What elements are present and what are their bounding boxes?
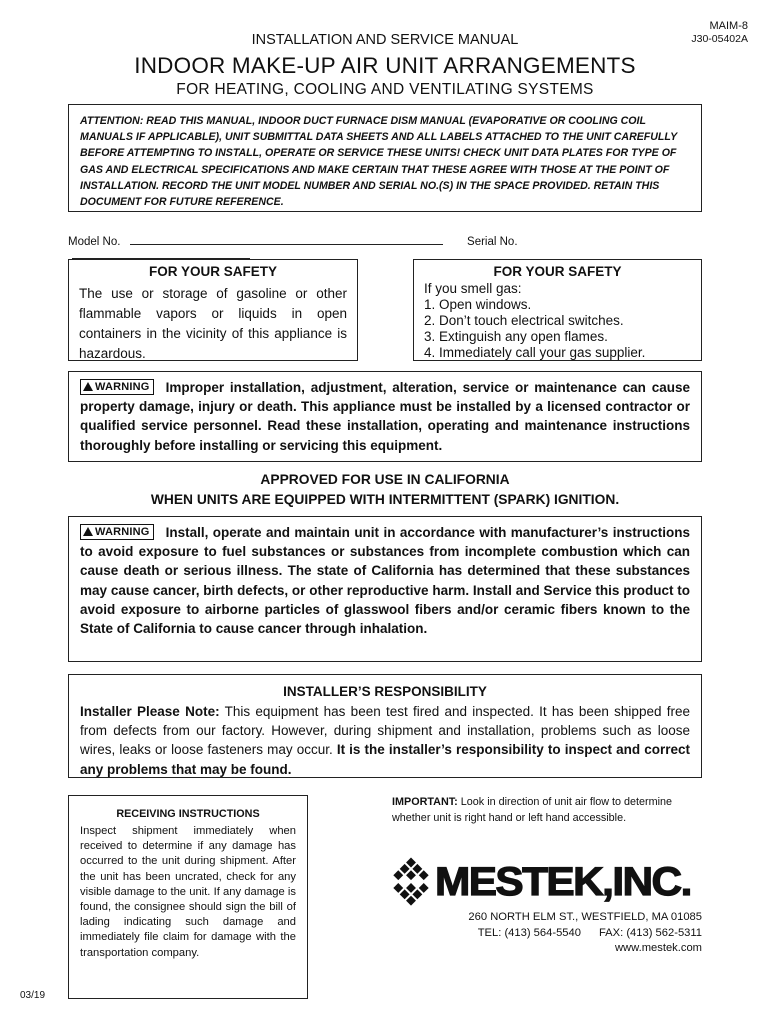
safety-box-storage (68, 259, 358, 361)
model-number-field[interactable] (130, 234, 443, 245)
document-code: MAIM-8 (709, 20, 748, 32)
warning-badge: WARNING (80, 524, 154, 540)
warning-triangle-icon (83, 527, 93, 536)
important-text: Look in direction of unit air flow to determine whether unit is right hand or left hand accessible. (392, 796, 673, 824)
company-address-block (468, 910, 702, 957)
page-subtitle: FOR HEATING, COOLING AND VENTILATING SYSTEMS (176, 81, 594, 98)
installer-responsibility-box (68, 674, 702, 778)
installer-lead: Installer Please Note: (80, 704, 220, 719)
mestek-logo (388, 852, 708, 914)
attention-box (68, 104, 702, 212)
safety-storage-text: The use or storage of gasoline or other flammable vapors or liquids in open containers in the vicinity of this appliance is hazardous. (79, 286, 347, 361)
mestek-diamond-icon (388, 852, 434, 914)
company-contact (468, 926, 702, 942)
warning-paragraph (80, 523, 690, 638)
installer-paragraph (80, 702, 690, 779)
california-approval (0, 470, 770, 510)
attention-text: ATTENTION: READ THIS MANUAL, INDOOR DUCT FURNACE DISM MANUAL (EVAPORATIVE OR COOLING COIL MANUALS IF APPLICABLE), UNIT SUBMITTAL DATA SHEETS AND ALL LABELS ATTACHED TO THE UNIT CAREFULLY BEFORE ATTEMPTING TO INSTALL, OPERATE OR SERVICE THESE UNITS! CHECK UNIT DATA PLATES FOR TYPE OF GAS AND ELECTRICAL SPECIFICATIONS AND MAKE CERTAIN THAT THESE AGREE WITH THOSE AT THE POINT OF INSTALLATION. RECORD THE UNIT MODEL NUMBER AND SERIAL NO.(S) IN THE SPACE PROVIDED. RETAIN THIS DOCUMENT FOR FUTURE REFERENCE. (80, 115, 677, 209)
gas-step: 1. Open windows. (424, 297, 532, 312)
document-number: J30-05402A (691, 33, 748, 45)
warning-california-text: Install, operate and maintain unit in accordance with manufacturer’s instructions to avoid exposure to fuel substances or substances from incomplete combustion which can cause death or serious illness. The state of California has determined that these substances may cause cancer, birth defects, or other reproductive harm. Install and Service this product to avoid exposure to airborne particles of glasswool fibers and/or ceramic fibers known to the State of California to cause cancer through inhalation. (80, 525, 690, 637)
serial-number-field[interactable] (72, 248, 250, 259)
installer-heading: INSTALLER’S RESPONSIBILITY (283, 684, 487, 699)
safety-box-gas (413, 259, 702, 361)
gas-step: 4. Immediately call your gas supplier. (424, 345, 646, 360)
logo-wordmark: MESTEK,INC. (435, 860, 691, 904)
manual-type: INSTALLATION AND SERVICE MANUAL (251, 32, 519, 48)
safety-heading: FOR YOUR SAFETY (493, 264, 622, 279)
company-phone: TEL: (413) 564-5540 (477, 926, 581, 939)
serial-label: Serial No. (467, 236, 518, 248)
approval-line-1: APPROVED FOR USE IN CALIFORNIA (260, 472, 510, 487)
company-website[interactable]: www.mestek.com (614, 942, 702, 955)
important-label: IMPORTANT: (392, 796, 458, 808)
company-address: 260 NORTH ELM ST., WESTFIELD, MA 01085 (468, 911, 702, 923)
gas-step: 3. Extinguish any open flames. (424, 329, 608, 344)
gas-instructions (424, 281, 691, 361)
gas-intro: If you smell gas: (424, 281, 522, 296)
model-label: Model No. (68, 236, 121, 248)
revision-date: 03/19 (20, 990, 46, 1001)
gas-step: 2. Don’t touch electrical switches. (424, 313, 624, 328)
installer-body: This equipment has been test fired and inspected. It has been shipped free from defects from our factory. However, during shipment and installation, problems such as loose wires, leaks or loose fasteners may occur. (80, 704, 690, 758)
receiving-heading: RECEIVING INSTRUCTIONS (116, 808, 260, 820)
receiving-instructions-box (68, 795, 308, 999)
page-title: INDOOR MAKE-UP AIR UNIT ARRANGEMENTS (134, 53, 636, 78)
installer-emphasis: It is the installer’s responsibility to inspect and correct any problems that may be found. (80, 742, 690, 777)
important-note (392, 795, 712, 826)
model-serial-row (68, 234, 702, 250)
company-fax: FAX: (413) 562-5311 (598, 926, 702, 939)
warning-box-california (68, 516, 702, 662)
approval-line-2: WHEN UNITS ARE EQUIPPED WITH INTERMITTENT (SPARK) IGNITION. (150, 492, 620, 507)
warning-box-installation (68, 371, 702, 462)
warning-paragraph (80, 378, 690, 455)
warning-installation-text: Improper installation, adjustment, alteration, service or maintenance can cause property damage, injury or death. This appliance must be installed by a licensed contractor or qualified service personnel. Read these installation, operating and maintenance instructions thoroughly before installing or servicing this equipment. (80, 380, 690, 453)
warning-triangle-icon (83, 382, 93, 391)
safety-heading: FOR YOUR SAFETY (148, 264, 277, 279)
warning-badge: WARNING (80, 379, 154, 395)
receiving-text: Inspect shipment immediately when received to determine if any damage has occurred to the unit during shipment. After the unit has been uncrated, check for any visible damage to the unit. If any damage is found, the consignee should sign the bill of lading indicating such damage and immediately file claim for damage with the transportation company. (80, 825, 296, 959)
